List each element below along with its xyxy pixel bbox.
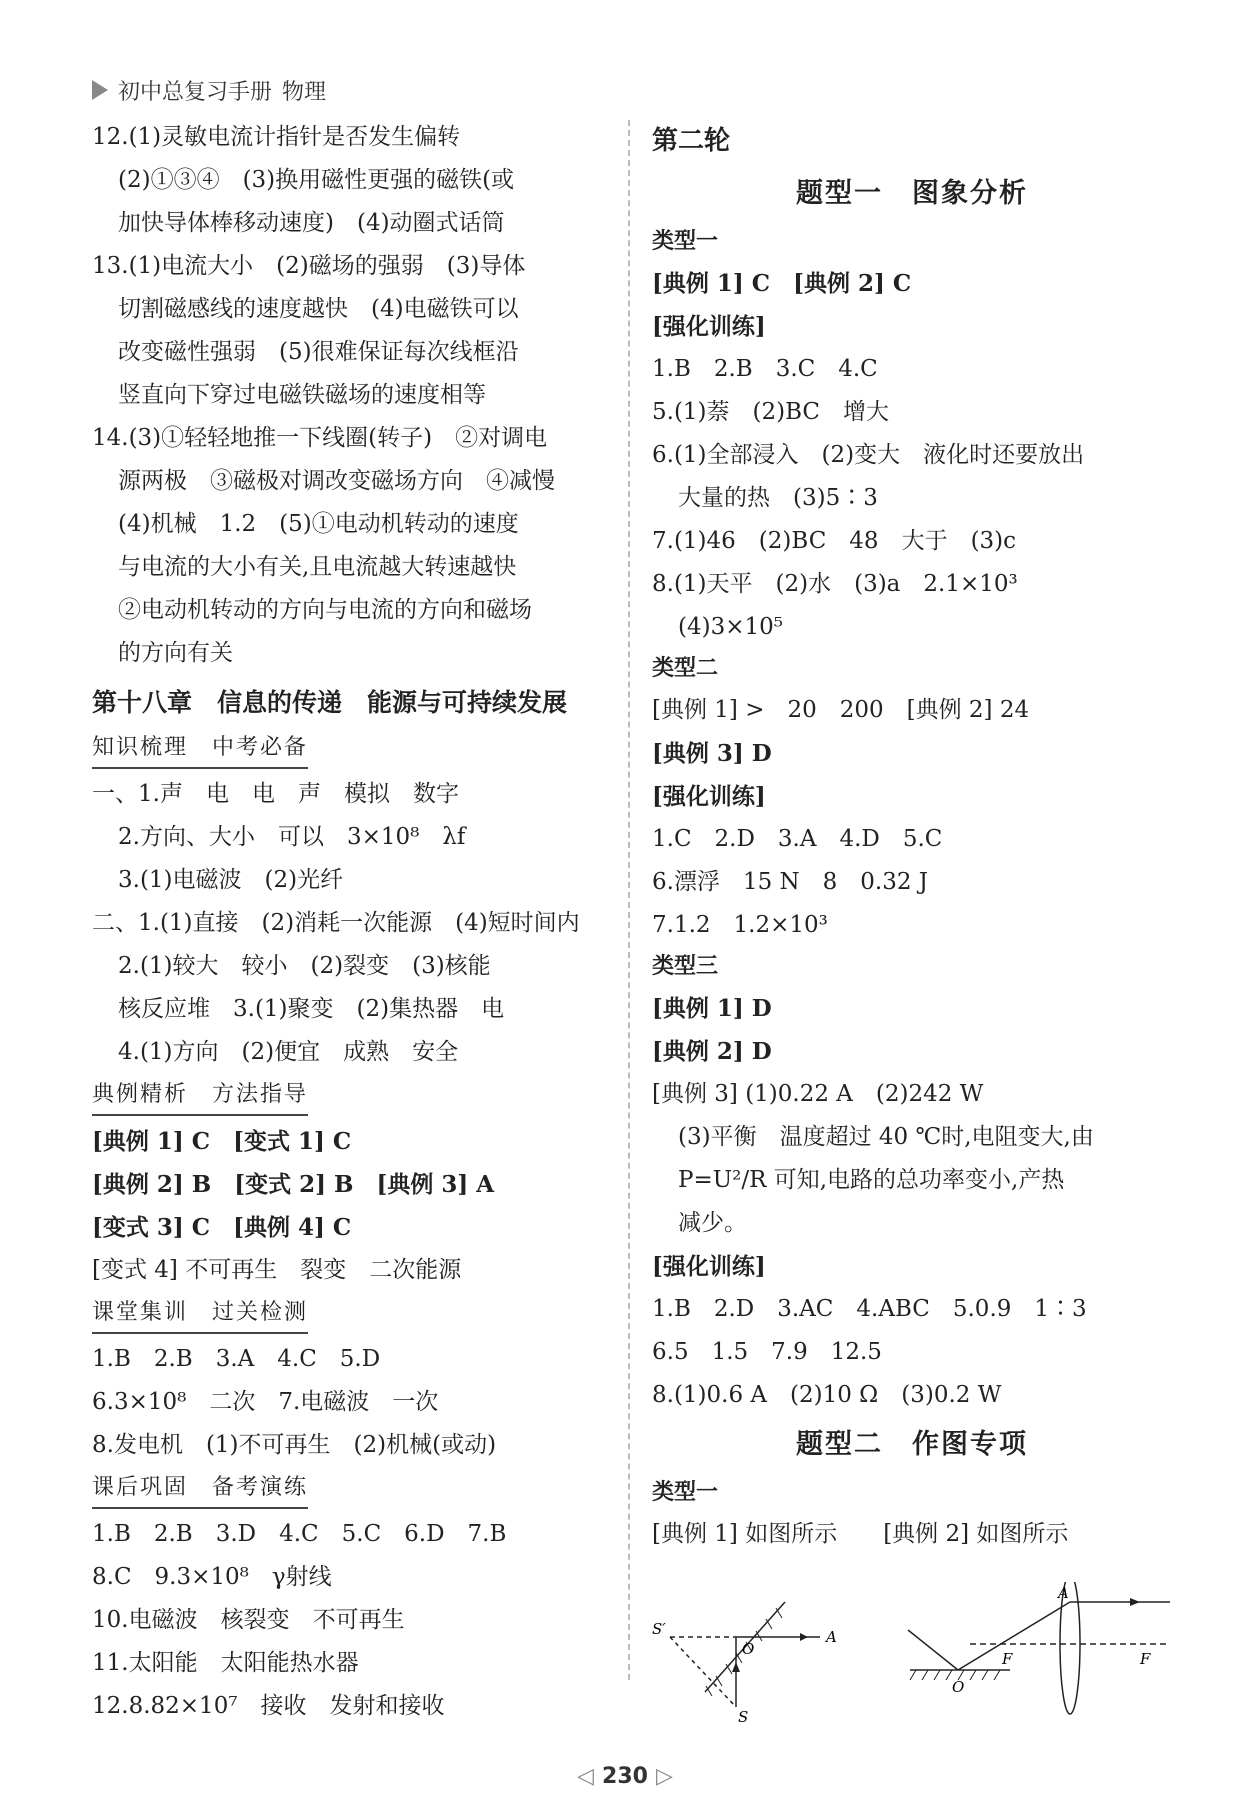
answer-line: 与电流的大小有关,且电流越大转速越快 — [118, 554, 517, 580]
answer-line: [变式 4] 不可再生 裂变 二次能源 — [92, 1257, 462, 1283]
answer-line: 12.8.82×10⁷ 接收 发射和接收 — [92, 1693, 445, 1719]
page-number-text: 230 — [602, 1764, 648, 1789]
answer-line: 14.(3)①轻轻地推一下线圈(转子) ②对调电 — [92, 425, 548, 451]
answer-line: [典例 2] B [变式 2] B [典例 3] A — [92, 1171, 495, 1198]
answer-line: [变式 3] C [典例 4] C — [92, 1214, 352, 1241]
label-s: S — [738, 1708, 749, 1722]
section-heading-knowledge: 知识梳理 中考必备 — [92, 729, 308, 769]
section-afterclass-answers — [92, 1513, 612, 1728]
answer-line: 1.B 2.D 3.AC 4.ABC 5.0.9 1∶3 — [652, 1296, 1087, 1322]
answer-line: 二、1.(1)直接 (2)消耗一次能源 (4)短时间内 — [92, 910, 580, 936]
answer-line: (4)3×10⁵ — [678, 614, 783, 640]
label-o: O — [742, 1640, 755, 1658]
type-two-category-one: 类型一 — [652, 1480, 719, 1505]
arrow-icon — [1130, 1598, 1140, 1606]
answer-line: 6.(1)全部浸入 (2)变大 液化时还要放出 — [652, 442, 1085, 468]
answer-line: 7.(1)46 (2)BC 48 大于 (3)c — [652, 528, 1017, 554]
answer-line: 6.漂浮 15 N 8 0.32 J — [652, 869, 929, 895]
answer-line: 一、1.声 电 电 声 模拟 数字 — [92, 781, 459, 807]
label-f1: F — [1002, 1650, 1013, 1668]
section-heading-afterclass: 课后巩固 备考演练 — [92, 1469, 308, 1509]
answer-line: 10.电磁波 核裂变 不可再生 — [92, 1607, 405, 1633]
answer-line: [典例 1] C [典例 2] C — [652, 270, 912, 297]
answer-line: [强化训练] — [652, 1253, 766, 1280]
answer-line: 1.B 2.B 3.A 4.C 5.D — [92, 1346, 381, 1372]
answer-line: 5.(1)萘 (2)BC 增大 — [652, 399, 890, 425]
right-column — [652, 116, 1172, 1556]
diagram-caption-line: [典例 1] 如图所示 [典例 2] 如图所示 — [652, 1521, 1069, 1547]
label-a: A — [826, 1628, 837, 1646]
section-knowledge-answers — [92, 773, 612, 1074]
answer-line: 7.1.2 1.2×10³ — [652, 912, 828, 938]
column-divider — [628, 120, 630, 1680]
answer-line: 8.发电机 (1)不可再生 (2)机械(或动) — [92, 1432, 497, 1458]
type-one-title: 题型一 图象分析 — [796, 178, 1028, 209]
answer-line: (4)机械 1.2 (5)①电动机转动的速度 — [118, 511, 519, 537]
answer-line: [典例 2] D — [652, 1038, 772, 1065]
label-s-prime: S′ — [652, 1620, 666, 1638]
answer-line: 11.太阳能 太阳能热水器 — [92, 1650, 359, 1676]
answer-line: [强化训练] — [652, 313, 766, 340]
page-header — [92, 72, 326, 108]
category-one: 类型一 — [652, 229, 719, 254]
answer-line: 切割磁感线的速度越快 (4)电磁铁可以 — [118, 296, 519, 322]
answer-line: 6.3×10⁸ 二次 7.电磁波 一次 — [92, 1389, 439, 1415]
label-f2: F — [1140, 1650, 1151, 1668]
answer-line: 减少。 — [678, 1210, 747, 1236]
left-triangle-icon: ◁ — [577, 1764, 595, 1789]
answer-line: (2)①③④ (3)换用磁性更强的磁铁(或 — [118, 167, 515, 193]
page-number — [0, 1764, 1250, 1789]
incident-ray — [908, 1630, 958, 1670]
answer-line: 4.(1)方向 (2)便宜 成熟 安全 — [118, 1039, 459, 1065]
answer-line: 2.(1)较大 较小 (2)裂变 (3)核能 — [118, 953, 491, 979]
book-title: 初中总复习手册 — [118, 79, 273, 105]
arrow-icon — [800, 1633, 808, 1641]
answers-ch17 — [92, 116, 612, 675]
answer-line: 8.(1)天平 (2)水 (3)a 2.1×10³ — [652, 571, 1018, 597]
right-triangle-icon: ▷ — [655, 1764, 673, 1789]
label-a2: A — [1058, 1584, 1069, 1602]
answer-line: [典例 1] C [变式 1] C — [92, 1128, 352, 1155]
answer-line: 竖直向下穿过电磁铁磁场的速度相等 — [118, 382, 486, 408]
arrow-icon — [732, 1662, 740, 1672]
answer-line: [典例 3] D — [652, 740, 772, 767]
answer-line: 8.C 9.3×10⁸ γ射线 — [92, 1564, 332, 1590]
section-classroom-answers — [92, 1338, 612, 1467]
answer-line: [典例 1] D — [652, 995, 772, 1022]
type-two-title: 题型二 作图专项 — [796, 1429, 1028, 1460]
category-two-answers — [652, 689, 1172, 947]
optics-diagrams — [650, 1582, 1180, 1722]
category-one-answers — [652, 262, 1172, 649]
category-three-answers — [652, 987, 1172, 1417]
answer-line: [典例 3] (1)0.22 A (2)242 W — [652, 1081, 984, 1107]
round-title: 第二轮 — [652, 126, 731, 156]
answer-line: 源两极 ③磁极对调改变磁场方向 ④减慢 — [118, 468, 555, 494]
answer-line: 3.(1)电磁波 (2)光纤 — [118, 867, 344, 893]
answer-line: (3)平衡 温度超过 40 ℃时,电阻变大,由 — [678, 1124, 1094, 1150]
answer-line: 1.B 2.B 3.C 4.C — [652, 356, 878, 382]
triangle-arrow-icon — [92, 80, 108, 100]
reflected-ray — [958, 1602, 1070, 1670]
left-column — [92, 116, 612, 1728]
answer-line: 2.方向、大小 可以 3×10⁸ λf — [118, 824, 466, 850]
label-o2: O — [952, 1678, 965, 1696]
chapter-title: 第十八章 信息的传递 能源与可持续发展 — [92, 688, 568, 717]
answer-line: 12.(1)灵敏电流计指针是否发生偏转 — [92, 124, 461, 150]
answer-line: [典例 1] > 20 200 [典例 2] 24 — [652, 697, 1030, 723]
answer-line: [强化训练] — [652, 783, 766, 810]
answer-line: 的方向有关 — [118, 640, 233, 666]
section-heading-classroom: 课堂集训 过关检测 — [92, 1294, 308, 1334]
answer-line: 改变磁性强弱 (5)很难保证每次线框沿 — [118, 339, 519, 365]
answer-line: 1.C 2.D 3.A 4.D 5.C — [652, 826, 943, 852]
section-heading-examples: 典例精析 方法指导 — [92, 1076, 308, 1116]
answer-line: 加快导体棒移动速度) (4)动圈式话筒 — [118, 210, 505, 236]
optics-diagrams-svg — [650, 1582, 1180, 1722]
category-three: 类型三 — [652, 954, 719, 979]
category-two: 类型二 — [652, 656, 719, 681]
answer-line: 1.B 2.B 3.D 4.C 5.C 6.D 7.B — [92, 1521, 507, 1547]
diagram-lens-refraction — [908, 1582, 1170, 1714]
answer-line: P=U²/R 可知,电路的总功率变小,产热 — [678, 1167, 1065, 1193]
answer-line: 大量的热 (3)5∶3 — [678, 485, 878, 511]
answer-line: ②电动机转动的方向与电流的方向和磁场 — [118, 597, 532, 623]
answer-line: 13.(1)电流大小 (2)磁场的强弱 (3)导体 — [92, 253, 526, 279]
answer-line: 8.(1)0.6 A (2)10 Ω (3)0.2 W — [652, 1382, 1002, 1408]
answer-line: 6.5 1.5 7.9 12.5 — [652, 1339, 882, 1365]
answer-line: 核反应堆 3.(1)聚变 (2)集热器 电 — [118, 996, 505, 1022]
subject-title: 物理 — [282, 79, 327, 105]
section-examples-answers — [92, 1120, 612, 1292]
